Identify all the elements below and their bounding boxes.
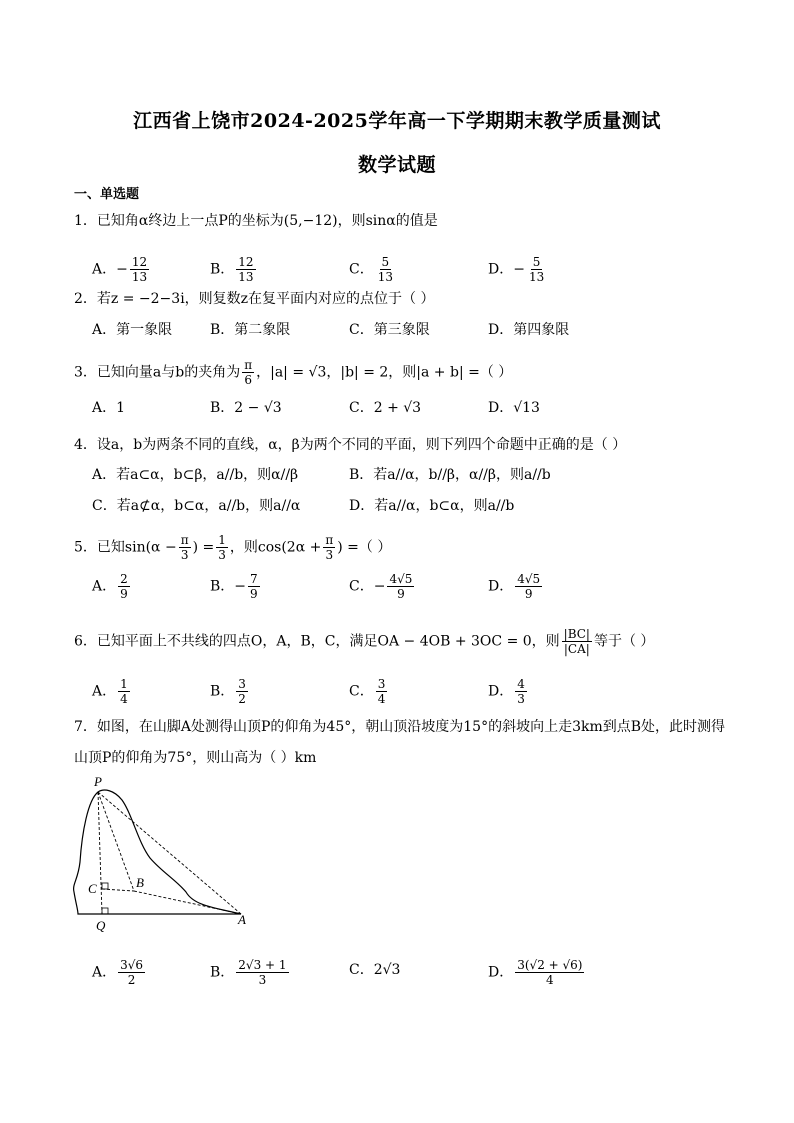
question-1-option-d: D．− $\frac{5}{13}$ [488, 255, 545, 284]
label-A: A [238, 912, 246, 927]
question-3-option-a: A．1 [92, 400, 126, 416]
question-1-stem: 1．已知角α终边上一点P的坐标为(5,−12)，则sinα的值是 [74, 213, 438, 229]
question-1-option-a: A．− $\frac{12}{13}$ [92, 255, 148, 284]
question-1-option-c: C． $\frac{5}{13}$ [349, 255, 393, 284]
right-angle-C [102, 883, 108, 889]
question-4-option-d: D．若a//α，b⊂α，则a//b [349, 498, 515, 514]
question-5-option-d: D． $\frac{4√5}{9}$ [488, 572, 541, 601]
question-5-option-c: C．− $\frac{4√5}{9}$ [349, 572, 413, 601]
question-7-option-c: C．2√3 [349, 962, 401, 978]
question-1-option-b: B． $\frac{12}{13}$ [210, 255, 254, 284]
question-3-stem: 3．已知向量a与b的夹角为 $\frac{\pi}{6}$ ，|a| = √3，|b| = 2，则|a + b| =（ ） [74, 358, 513, 387]
question-3-option-b: B．2 − √3 [210, 400, 282, 416]
question-2-option-c: C．第三象限 [349, 322, 430, 338]
question-6-stem: 6．已知平面上不共线的四点O，A，B，C，满足OA − 4OB + 3OC = 0，则 $\frac{|BC|}{|CA|}$ 等于（ ） [74, 627, 655, 656]
label-P: P [94, 774, 102, 789]
question-3-option-c: C．2 + √3 [349, 400, 422, 416]
page-title: 江西省上饶市2024-2025学年高一下学期期末教学质量测试 [133, 110, 661, 132]
question-7-option-d: D． $\frac{3(√2 + √6)}{4}$ [488, 958, 583, 987]
question-2-option-d: D．第四象限 [488, 322, 570, 338]
question-3-option-d: D．√13 [488, 400, 540, 416]
question-4-option-b: B．若a//α，b//β，α//β，则a//b [349, 467, 551, 483]
line-PQ [98, 792, 102, 914]
question-5-option-a: A． $\frac{2}{9}$ [92, 572, 128, 601]
question-6-option-c: C． $\frac{3}{4}$ [349, 677, 386, 706]
label-C: C [88, 881, 97, 896]
question-2-option-b: B．第二象限 [210, 322, 291, 338]
question-4-stem: 4．设a，b为两条不同的直线，α，β为两个不同的平面，则下列四个命题中正确的是（ ） [74, 437, 627, 453]
question-2-stem: 2．若z = −2−3i，则复数z在复平面内对应的点位于（ ） [74, 291, 435, 307]
question-4-option-c: C．若a⊄α，b⊂α，a//b，则a//α [92, 498, 301, 514]
question-5-option-b: B．− $\frac{7}{9}$ [210, 572, 258, 601]
question-7-stem-line1: 7．如图，在山脚A处测得山顶P的仰角为45°，朝山顶沿坡度为15°的斜坡向上走3km到点B处，此时测得 [74, 719, 726, 735]
line-PB [98, 792, 134, 891]
label-Q: Q [96, 918, 106, 933]
question-7-option-b: B． $\frac{2√3 + 1}{3}$ [210, 958, 287, 987]
question-7-stem-line2: 山顶P的仰角为75°，则山高为（ ）km [74, 750, 317, 766]
question-5-stem: 5．已知sin(α − $\frac{\pi}{3}$ ) = $\frac{1}{3}$ ，则cos(2α + $\frac{\pi}{3}$ ) =（ ） [74, 533, 392, 562]
label-B: B [136, 875, 144, 890]
question-4-option-a: A．若a⊂α，b⊂β，a//b，则α//β [92, 467, 299, 483]
question-6-option-d: D． $\frac{4}{3}$ [488, 677, 525, 706]
question-7-option-a: A． $\frac{3√6}{2}$ [92, 958, 144, 987]
page-subtitle: 数学试题 [357, 154, 436, 176]
line-PA [98, 792, 241, 914]
question-6-option-b: B． $\frac{3}{2}$ [210, 677, 246, 706]
question-6-option-a: A． $\frac{1}{4}$ [92, 677, 128, 706]
question-2-option-a: A．第一象限 [92, 322, 173, 338]
section-heading: 一、单选题 [74, 187, 140, 202]
right-angle-Q [102, 908, 108, 914]
mountain-diagram [66, 772, 266, 934]
